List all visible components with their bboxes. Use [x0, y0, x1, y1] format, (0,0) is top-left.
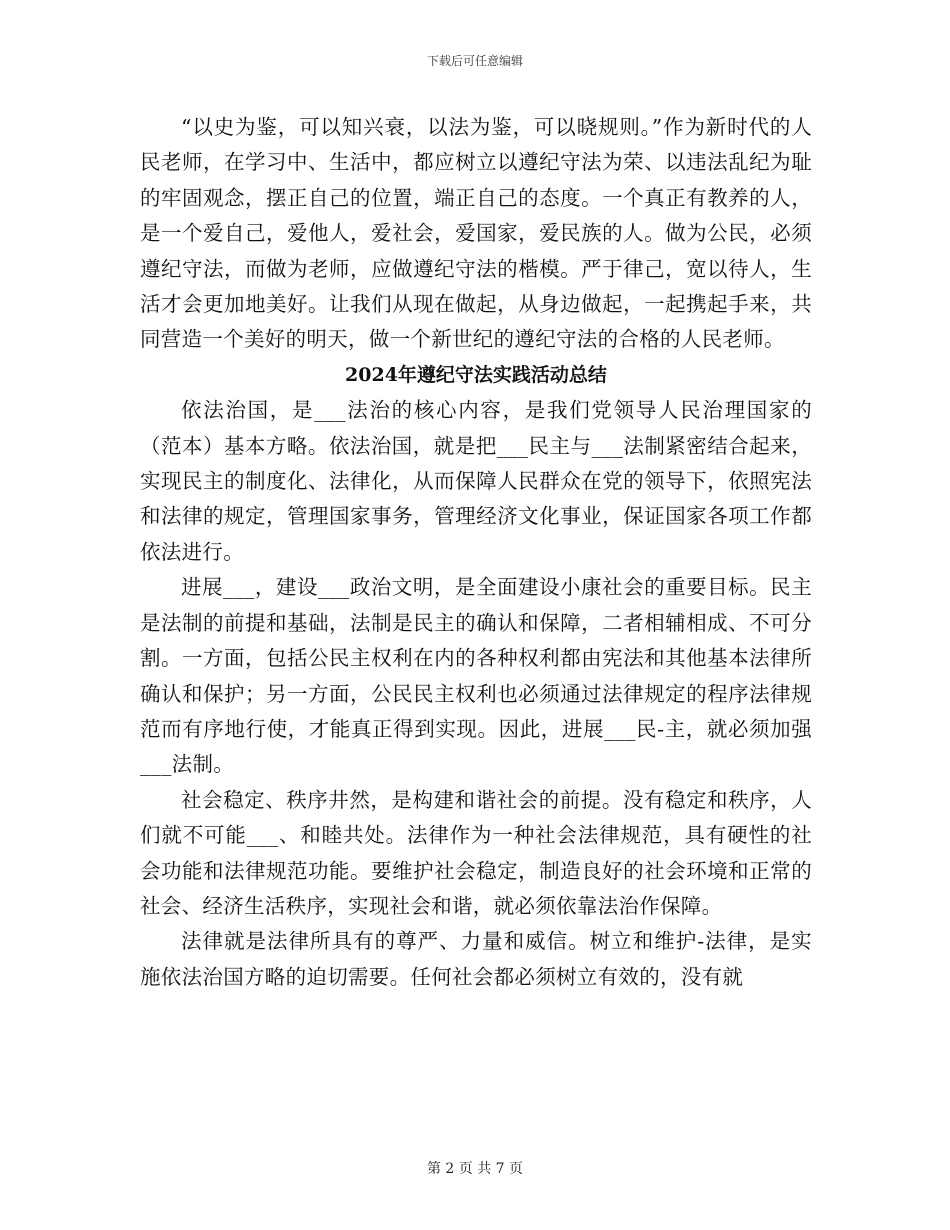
paragraph-social-stability: 社会稳定、秩序井然，是构建和谐社会的前提。没有稳定和秩序，人们就不可能___、和睦共处。法律作为一种社会法律规范，具有硬性的社会功能和法律规范功能。要维护社会稳定，制造良好的社会环境和正常的社会、经济生活秩序，实现社会和谐，就必须依靠法治作保障。 — [140, 787, 812, 918]
section-title: 2024年遵纪守法实践活动总结 — [345, 363, 607, 386]
paragraph-rule-of-law: 依法治国，是___法治的核心内容，是我们党领导人民治理国家的（范本）基本方略。依法治国，就是把___民主与___法制紧密结合起来，实现民主的制度化、法律化，从而保障人民群众在党的领导下，依照宪法和法律的规定，管理国家事务，管理经济文化事业，保证国家各项工作都依法进行。 — [140, 398, 812, 564]
intro-paragraph: “以史为鉴，可以知兴衰，以法为鉴，可以晓规则。”作为新时代的人民老师，在学习中、生活中，都应树立以遵纪守法为荣、以违法乱纪为耻的牢固观念，摆正自己的位置，端正自己的态度。一个真正有教养的人，是一个爱自己，爱他人，爱社会，爱国家，爱民族的人。做为公民，必须遵纪守法，而做为老师，应做遵纪守法的楷模。严于律己，宽以待人，生活才会更加地美好。让我们从现在做起，从身边做起，一起携起手来，共同营造一个美好的明天，做一个新世纪的遵纪守法的合格的人民老师。 — [140, 115, 812, 352]
page-number: 第 2 页 共 7 页 — [426, 1161, 524, 1177]
paragraph-democracy: 进展___，建设___政治文明，是全面建设小康社会的重要目标。民主是法制的前提和基础，法制是民主的确认和保障，二者相辅相成、不可分割。一方面，包括公民主权利在内的各种权利都由宪法和其他基本法律所确认和保护；另一方面，公民民主权利也必须通过法律规定的程序法律规范而有序地行使，才能真正得到实现。因此，进展___民-主，就必须加强___法制。 — [140, 575, 812, 777]
page-header: 下载后可任意编辑 — [426, 54, 523, 68]
document-body — [140, 110, 812, 995]
paragraph-law-authority: 法律就是法律所具有的尊严、力量和威信。树立和维护-法律，是实施依法治国方略的迫切需要。任何社会都必须树立有效的，没有就 — [140, 929, 812, 989]
